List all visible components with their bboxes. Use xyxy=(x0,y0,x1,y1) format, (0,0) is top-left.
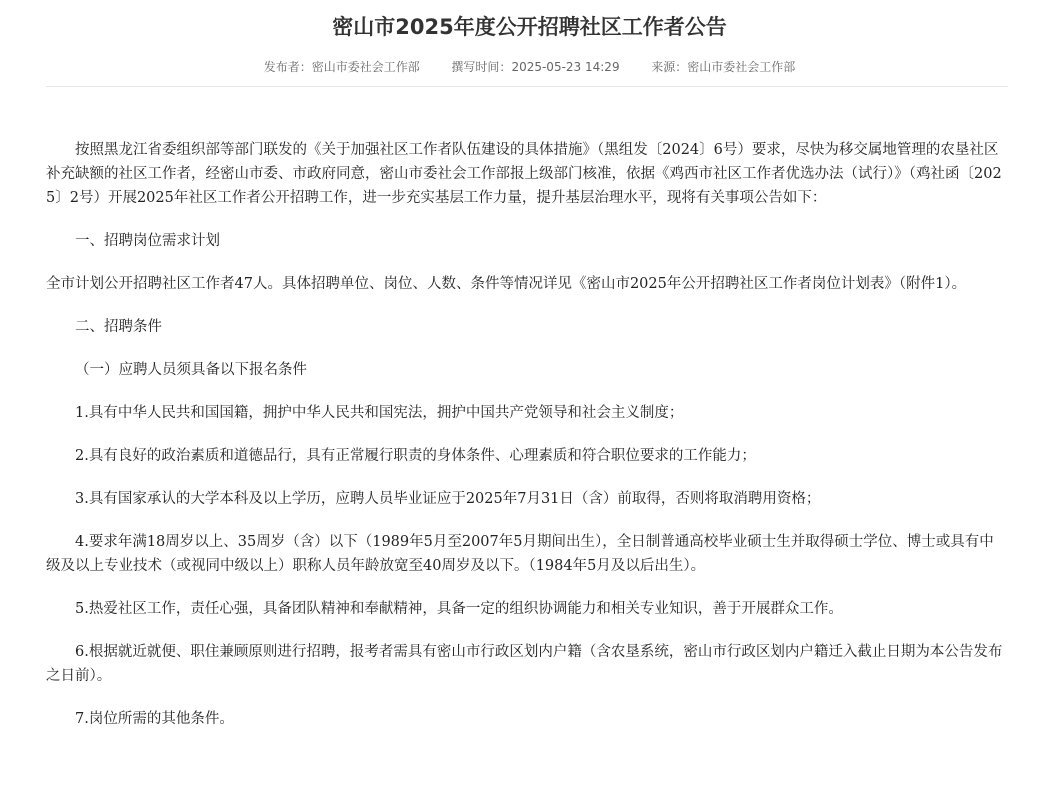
condition-item-4: 4.要求年满18周岁以上、35周岁（含）以下（1989年5月至2007年5月期间出生），全日制普通高校毕业硕士生并取得硕士学位、博士或具有中级及以上专业技术（或视同中级以上）职称人员年龄放宽至40周岁及以下。（1984年5月及以后出生）。 xyxy=(46,534,994,574)
page-title: 密山市2025年度公开招聘社区工作者公告 xyxy=(332,15,727,39)
article-body xyxy=(46,138,1008,750)
source-value: 密山市委社会工作部 xyxy=(687,60,796,74)
paragraph-plan: 全市计划公开招聘社区工作者47人。具体招聘单位、岗位、人数、条件等情况详见《密山市2025年公开招聘社区工作者岗位计划表》（附件1）。 xyxy=(46,276,967,292)
publisher-label: 发布者： xyxy=(263,60,312,74)
section-heading-1: 一、招聘岗位需求计划 xyxy=(75,233,220,249)
publisher-value: 密山市委社会工作部 xyxy=(311,60,420,74)
condition-item-1: 1.具有中华人民共和国国籍，拥护中华人民共和国宪法，拥护中国共产党领导和社会主义制度； xyxy=(75,405,684,421)
condition-item-2: 2.具有良好的政治素质和道德品行，具有正常履行职责的身体条件、心理素质和符合职位要求的工作能力； xyxy=(75,448,756,464)
condition-item-6: 6.根据就近就便、职住兼顾原则进行招聘，报考者需具有密山市行政区划内户籍（含农垦系统，密山市行政区划内户籍迁入截止日期为本公告发布之日前）。 xyxy=(46,644,1003,684)
time-label: 撰写时间： xyxy=(451,60,512,74)
header-divider xyxy=(46,86,1008,87)
section-heading-2: 二、招聘条件 xyxy=(75,319,162,335)
article-meta xyxy=(0,58,1059,76)
time-value: 2025-05-23 14:29 xyxy=(511,60,620,74)
condition-item-5: 5.热爱社区工作，责任心强，具备团队精神和奉献精神，具备一定的组织协调能力和相关专业知识，善于开展群众工作。 xyxy=(75,601,843,617)
condition-item-7: 7.岗位所需的其他条件。 xyxy=(75,711,234,727)
subsection-heading-1: （一）应聘人员须具备以下报名条件 xyxy=(75,362,307,378)
condition-item-3: 3.具有国家承认的大学本科及以上学历，应聘人员毕业证应于2025年7月31日（含）前取得，否则将取消聘用资格； xyxy=(75,491,821,507)
source-label: 来源： xyxy=(651,60,688,74)
paragraph-intro: 按照黑龙江省委组织部等部门联发的《关于加强社区工作者队伍建设的具体措施》（黑组发〔2024〕6号）要求，尽快为移交属地管理的农垦社区补充缺额的社区工作者，经密山市委、市政府同意，密山市委社会工作部报上级部门核准，依据《鸡西市社区工作者优选办法（试行）》（鸡社函〔2025〕2号）开展2025年社区工作者公开招聘工作，进一步充实基层工作力量，提升基层治理水平，现将有关事项公告如下： xyxy=(46,142,1002,206)
